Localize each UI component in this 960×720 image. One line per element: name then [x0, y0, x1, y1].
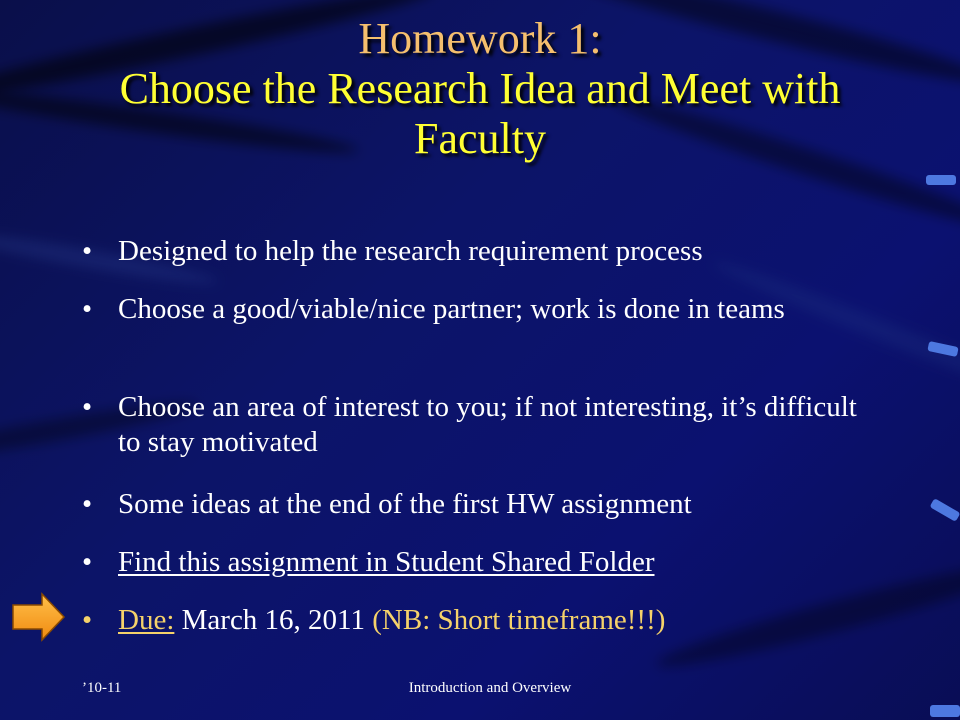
bullet-dot: • — [82, 604, 93, 636]
due-note: (NB: Short timeframe!!!) — [372, 604, 666, 636]
footer-title: Introduction and Overview — [408, 680, 572, 696]
bullet-dot: • — [82, 488, 93, 520]
slide-title-line1: Homework 1: — [358, 14, 602, 63]
slide-title-line2: Choose the Research Idea and Meet with Faculty — [119, 64, 841, 163]
bullet-item — [80, 390, 880, 460]
side-decoration-dash — [930, 705, 960, 717]
bullet-text: Choose an area of interest to you; if not interesting, it’s difficult to stay motivated — [118, 391, 857, 458]
footer-date: ’10-11 — [82, 680, 122, 696]
due-date: March 16, 2011 — [174, 604, 373, 636]
bullet-item — [80, 487, 880, 522]
due-label: Due: — [118, 604, 175, 636]
bullet-item-link[interactable] — [80, 545, 880, 580]
bullet-dot: • — [82, 546, 93, 578]
side-decoration-dash — [930, 498, 960, 522]
slide-title — [80, 14, 880, 164]
bullet-dot: • — [82, 391, 93, 423]
bullet-item-due — [80, 603, 880, 638]
bullet-dot: • — [82, 293, 93, 325]
bullet-text: Some ideas at the end of the first HW assignment — [118, 488, 692, 520]
bullet-text: Choose a good/viable/nice partner; work is done in teams — [118, 293, 785, 325]
bullet-item — [80, 234, 880, 269]
bullet-dot: • — [82, 235, 93, 267]
bullet-item — [80, 292, 880, 327]
bullet-text: Designed to help the research requirement process — [118, 235, 703, 267]
background-swoosh — [709, 253, 960, 406]
right-arrow-icon — [12, 592, 66, 642]
side-decoration-dash — [926, 175, 956, 185]
assignment-link[interactable]: Find this assignment in Student Shared Folder — [118, 546, 655, 578]
